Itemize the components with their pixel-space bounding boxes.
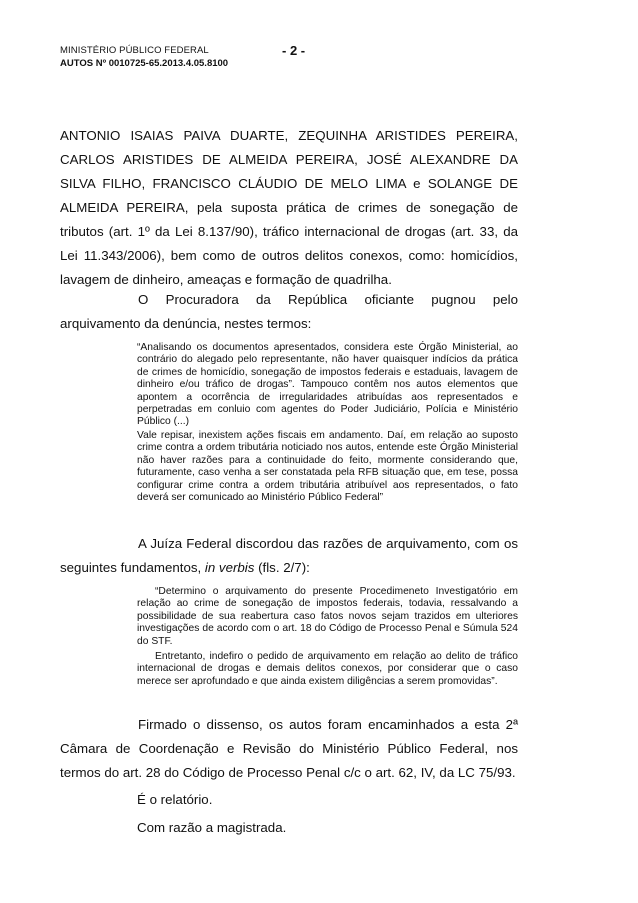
quote-judge-part1: “Determino o arquivamento do presente Procedimeneto Investigatório em relação ao crime de sonegação de impostos federais, todavia, ressalvando a possibilidade de sua reabertura caso fatos novos sejam trazidos em ulteriores investigações de acordo com o art. 18 do Código de Processo Penal e Súmula 524 do STF. <box>137 586 518 647</box>
paragraph-prosecutor-request: O Procuradora da República oficiante pugnou pelo arquivamento da denúncia, nestes termos: <box>60 292 518 331</box>
quote-prosecutor-part2: Vale repisar, inexistem ações fiscais em andamento. Daí, em relação ao suposto crime contra a ordem tributária noticiado nos autos, entende este Órgão Ministerial não haver razões para a continuidade do feito, mormente considerando que, futuramente, caso venha a ser constatada pela RFB situação que, em tese, possa configurar crime contra a ordem tributária atribuível aos representados, o fato deverá ser comunicado ao Ministério Público Federal” <box>137 430 518 504</box>
paragraph-judge-disagreement <box>60 532 518 580</box>
paragraph-conclusion: Com razão a magistrada. <box>137 820 287 835</box>
judge-text-after: (fls. 2/7): <box>254 560 310 575</box>
paragraph-accused-list: ANTONIO ISAIAS PAIVA DUARTE, ZEQUINHA ARISTIDES PEREIRA, CARLOS ARISTIDES DE ALMEIDA PEREIRA, JOSÉ ALEXANDRE DA SILVA FILHO, FRANCISCO CLÁUDIO DE MELO LIMA e SOLANGE DE ALMEIDA PEREIRA, pela suposta prática de crimes de sonegação de tributos (art. 1º da Lei 8.137/90), tráfico internacional de drogas (art. 33, da Lei 11.343/2006), bem como de outros delitos conexos, como: homicídios, lavagem de dinheiro, ameaças e formação de quadrilha. <box>60 128 518 287</box>
paragraph-dissent-referral: Firmado o dissenso, os autos foram encaminhados a esta 2ª Câmara de Coordenação e Revisão do Ministério Público Federal, nos termos do art. 28 do Código de Processo Penal c/c o art. 62, IV, da LC 75/93. <box>60 717 518 780</box>
quote-prosecutor-part1: “Analisando os documentos apresentados, considera este Órgão Ministerial, ao contrário do alegado pelo representante, não haver quaisquer indícios da prática de crimes de homicídio, sonegação de impostos federais e estaduais, lavagem de dinheiro e/ou tráfico de drogas”. Tampouco contêm nos autos elementos que apontem a ocorrência de irregularidades atribuídas aos representados e perpetradas em conluio com agentes do Poder Judiciário, Polícia e Ministério Público (...) <box>137 342 518 428</box>
judge-text-italic: in verbis <box>204 560 255 575</box>
header-agency: MINISTÉRIO PÚBLICO FEDERAL <box>60 45 209 56</box>
page-number: - 2 - <box>282 43 306 58</box>
paragraph-report: É o relatório. <box>137 792 213 807</box>
judge-text-before: A Juíza Federal discordou das razões de arquivamento, com os seguintes fundamentos, <box>60 536 518 575</box>
quote-judge-part2: Entretanto, indefiro o pedido de arquivamento em relação ao delito de tráfico internacional de drogas e demais delitos conexos, por considerar que o caso merece ser aprofundado e que ainda existem diligências a serem promovidas”. <box>137 651 518 687</box>
header-case-number: AUTOS Nº 0010725-65.2013.4.05.8100 <box>60 58 229 69</box>
